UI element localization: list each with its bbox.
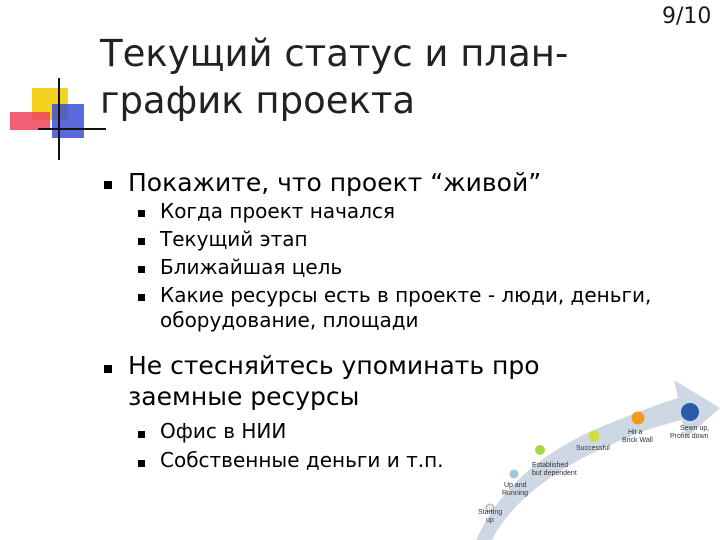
stage-label: Up and bbox=[504, 482, 527, 489]
bullet-marker bbox=[104, 181, 112, 189]
slide-title-line-1: Текущий статус и план- bbox=[100, 32, 569, 75]
decor-blue-block bbox=[52, 104, 84, 138]
sub-bullet-marker bbox=[138, 294, 145, 301]
stage-label: Profits down bbox=[670, 433, 709, 440]
stage-node-successful bbox=[589, 431, 600, 442]
sub-bullet-marker bbox=[138, 460, 145, 467]
bullet-2-text-line-2: заемные ресурсы bbox=[128, 382, 360, 411]
sub-bullet-marker bbox=[138, 238, 145, 245]
decor-red-block bbox=[10, 112, 50, 130]
slide-title bbox=[100, 30, 660, 124]
sub-bullet-marker bbox=[138, 210, 145, 217]
stage-label: Running bbox=[502, 490, 529, 497]
bullet-1-text: Покажите, что проект “живой” bbox=[128, 168, 542, 197]
slide-title-line-2: график проекта bbox=[100, 79, 416, 122]
bullet-marker bbox=[104, 365, 112, 373]
stage-node-established bbox=[535, 445, 545, 455]
stage-label: Successful bbox=[576, 445, 610, 452]
bullet-1-subitem-1: Когда проект начался bbox=[160, 199, 395, 223]
stage-label: but dependent bbox=[532, 470, 577, 477]
bullet-2-subitem-2: Собственные деньги и т.п. bbox=[160, 448, 444, 472]
stage-label: Established bbox=[532, 462, 569, 469]
page-number: 9/10 bbox=[662, 4, 712, 29]
bullet-1-subitem-4: Какие ресурсы есть в проекте - люди, деньги, bbox=[160, 283, 652, 307]
decorative-corner-graphic bbox=[0, 0, 110, 170]
stage-node-profits-down bbox=[681, 403, 699, 421]
bullet-2-subitem-1: Офис в НИИ bbox=[160, 419, 287, 443]
bullet-1-subitem-3: Ближайшая цель bbox=[160, 255, 343, 279]
bullet-1-subitem-4-continued: оборудование, площади bbox=[160, 308, 419, 332]
bullet-2-text-line-1: Не стесняйтесь упоминать про bbox=[128, 351, 540, 380]
sub-bullet-marker bbox=[138, 431, 145, 438]
decor-vertical-line bbox=[58, 78, 60, 160]
decor-horizontal-line bbox=[38, 128, 106, 130]
stage-node-running bbox=[510, 470, 519, 479]
stage-label: Sewn up, bbox=[680, 425, 710, 432]
growth-arrow-illustration bbox=[468, 372, 720, 540]
stage-label: up bbox=[486, 517, 494, 524]
stage-label: Brick Wall bbox=[622, 437, 653, 444]
sub-bullet-marker bbox=[138, 266, 145, 273]
stage-label: Starting bbox=[478, 509, 503, 516]
stage-node-brick-wall bbox=[632, 412, 645, 425]
stage-label: Hit a bbox=[628, 429, 643, 436]
bullet-1-subitem-2: Текущий этап bbox=[160, 227, 308, 251]
growth-arrow-shape bbox=[476, 380, 720, 540]
